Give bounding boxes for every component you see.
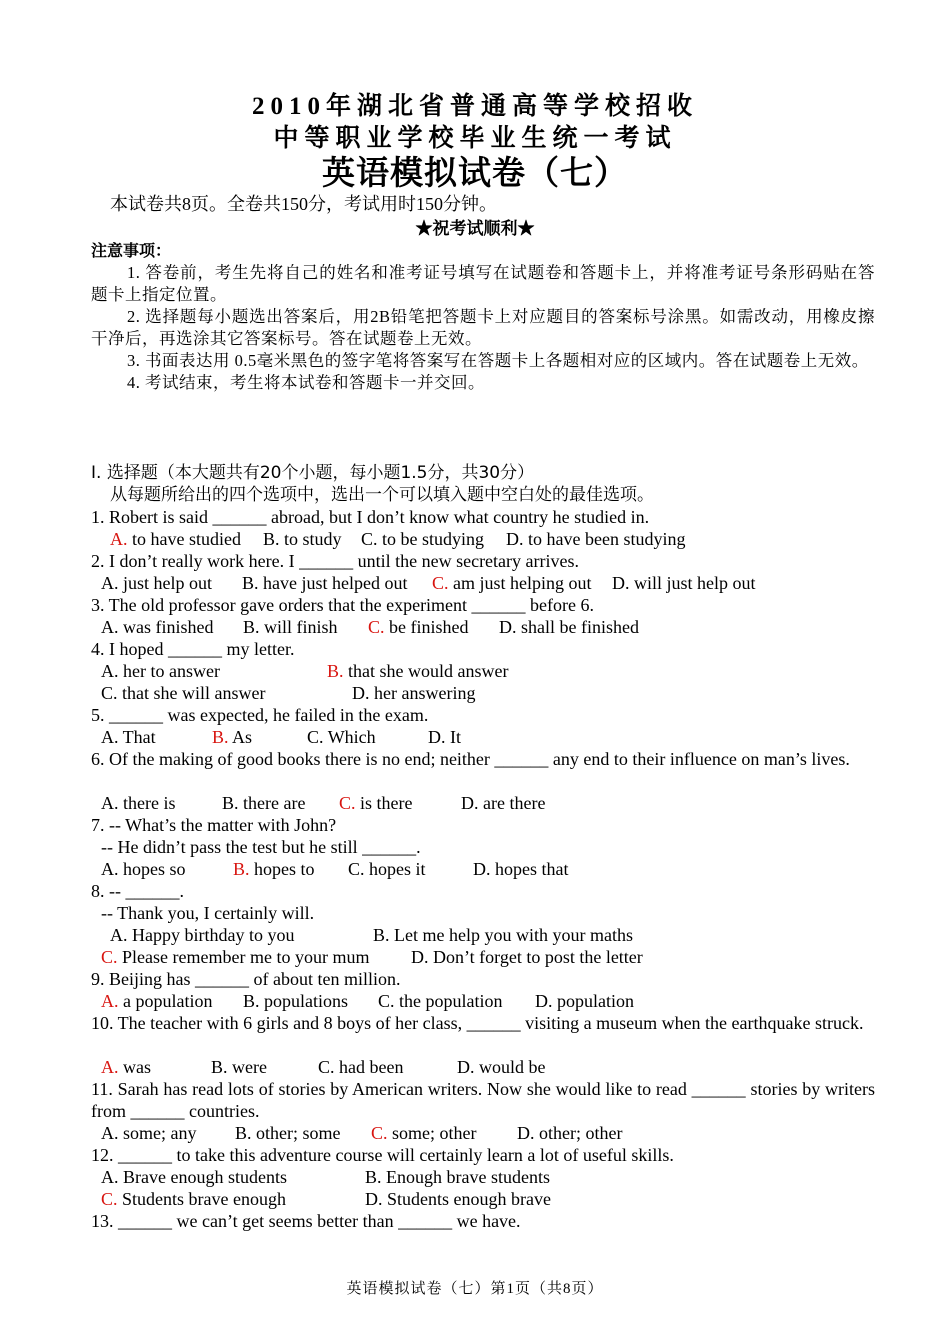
option: [101, 1122, 197, 1144]
option: [373, 924, 633, 946]
option: [101, 682, 265, 704]
option-letter: D.: [428, 727, 446, 747]
question-stem: 11. Sarah has read lots of stories by American writers. Now she would like to read ______ stories by writers from ______ countries.: [91, 1079, 875, 1121]
option-text: that she will answer: [117, 683, 266, 703]
option: [243, 990, 348, 1012]
option-text: will just help out: [629, 573, 756, 593]
option-letter: B.: [263, 529, 280, 549]
option-text: was finished: [118, 617, 214, 637]
option: [371, 1122, 477, 1144]
option: [352, 682, 475, 704]
option: [263, 528, 342, 550]
option-letter: A.: [101, 1167, 119, 1187]
option-letter: A.: [101, 859, 119, 879]
option-letter: D.: [535, 991, 553, 1011]
option-text: Don’t forget to post the letter: [428, 947, 643, 967]
option-text: Students brave enough: [117, 1189, 286, 1209]
option: [222, 792, 305, 814]
option: [101, 572, 212, 594]
question-stem: 3. The old professor gave orders that the experiment ______ before 6.: [91, 595, 595, 615]
option-row: [91, 660, 875, 682]
question-stem: 9. Beijing has ______ of about ten million.: [91, 969, 401, 989]
option-text: It: [445, 727, 461, 747]
option-text: to be studying: [377, 529, 485, 549]
option: [101, 990, 212, 1012]
option-text: just help out: [118, 573, 212, 593]
option-row: [91, 726, 875, 748]
option-text: to study: [279, 529, 342, 549]
option-text: Enough brave students: [381, 1167, 550, 1187]
option-row: [91, 792, 875, 814]
option-letter: C.: [432, 573, 449, 593]
option-text: her to answer: [118, 661, 220, 681]
section-instruction: 从每题所给出的四个选项中，选出一个可以填入题中空白处的最佳选项。: [110, 485, 654, 505]
question-stem: 13. ______ we can’t get seems better than ______ we have.: [91, 1211, 521, 1231]
option-letter: A.: [101, 617, 119, 637]
option: [378, 990, 503, 1012]
option-letter: B.: [242, 573, 259, 593]
option: [101, 858, 186, 880]
option-text: am just helping out: [448, 573, 592, 593]
option-letter: C.: [368, 617, 385, 637]
question-stem: 2. I don’t really work here. I ______ until the new secretary arrives.: [91, 551, 580, 571]
option-letter: B.: [211, 1057, 228, 1077]
option: [339, 792, 413, 814]
question-stem: 4. I hoped ______ my letter.: [91, 639, 295, 659]
option-text: her answering: [369, 683, 476, 703]
option-letter: D.: [506, 529, 524, 549]
option-row: [91, 682, 875, 704]
option: [101, 660, 220, 682]
option-letter: C.: [371, 1123, 388, 1143]
option: [499, 616, 639, 638]
option-letter: B.: [222, 793, 239, 813]
option-letter: D.: [612, 573, 630, 593]
option-letter: D.: [473, 859, 491, 879]
option-row: [91, 990, 875, 1012]
question-stem: 6. Of the making of good books there is no end; neither ______ any end to their influence on man’s lives.: [91, 749, 850, 769]
option: [211, 1056, 267, 1078]
option-letter: B.: [212, 727, 229, 747]
option: [348, 858, 426, 880]
option-letter: A.: [101, 661, 119, 681]
option-letter: A.: [101, 727, 119, 747]
option-letter: D.: [352, 683, 370, 703]
option-letter: B.: [235, 1123, 252, 1143]
option-letter: B.: [365, 1167, 382, 1187]
option-letter: D.: [411, 947, 429, 967]
option-row: [91, 616, 875, 638]
option: [612, 572, 756, 594]
option: [368, 616, 469, 638]
option-text: were: [227, 1057, 267, 1077]
option-letter: C.: [101, 947, 118, 967]
option-letter: A.: [101, 1057, 119, 1077]
section-header: [91, 462, 875, 506]
option-row: [91, 1188, 875, 1210]
option-letter: B.: [327, 661, 344, 681]
option-letter: C.: [361, 529, 378, 549]
good-luck-line: ★祝考试顺利★: [415, 219, 535, 238]
option-text: hopes that: [490, 859, 569, 879]
note-item: 2. 选择题每小题选出答案后，用2B铅笔把答题卡上对应题目的答案标号涂黑。如需改动，用橡皮擦干净后，再选涂其它答案标号。答在试题卷上无效。: [91, 307, 875, 348]
option-letter: A.: [101, 793, 119, 813]
option-text: would be: [474, 1057, 546, 1077]
option-row: [91, 1122, 875, 1144]
option-text: there are: [238, 793, 306, 813]
option: [318, 1056, 403, 1078]
option: [461, 792, 545, 814]
question-stem-line2: -- He didn’t pass the test but he still ______.: [101, 837, 421, 857]
option-letter: B.: [243, 617, 260, 637]
option-text: some; other: [387, 1123, 477, 1143]
option: [101, 616, 213, 638]
option: [517, 1122, 622, 1144]
option: [235, 1122, 341, 1144]
section-title: I. 选择题（本大题共有20个小题，每小题1.5分，共30分）: [91, 463, 535, 483]
option: [428, 726, 461, 748]
option-text: hopes to: [249, 859, 315, 879]
option-row: [91, 528, 875, 550]
option: [110, 528, 241, 550]
exam-title-line1: 2010年湖北省普通高等学校招收: [251, 93, 698, 120]
option-letter: B.: [233, 859, 250, 879]
option-letter: C.: [378, 991, 395, 1011]
option-text: hopes it: [364, 859, 426, 879]
option-letter: C.: [101, 1189, 118, 1209]
option: [101, 792, 175, 814]
option: [243, 616, 338, 638]
option-letter: B.: [373, 925, 390, 945]
option-text: to have been studying: [523, 529, 686, 549]
option-text: Which: [323, 727, 376, 747]
option-row: [91, 572, 875, 594]
notes-block: [91, 240, 875, 394]
option-text: hopes so: [118, 859, 186, 879]
option-text: some; any: [118, 1123, 197, 1143]
option-text: Brave enough students: [118, 1167, 287, 1187]
option-text: That: [118, 727, 156, 747]
option-text: population: [552, 991, 634, 1011]
option: [361, 528, 484, 550]
option-letter: D.: [457, 1057, 475, 1077]
question-list: [91, 506, 875, 1232]
option: [411, 946, 643, 968]
option: [101, 946, 369, 968]
exam-title-line3: 英语模拟试卷（七）: [322, 156, 628, 192]
option-text: shall be finished: [516, 617, 639, 637]
option-letter: A.: [110, 529, 128, 549]
option-text: that she would answer: [343, 661, 509, 681]
note-item: 3. 书面表达用 0.5毫米黑色的签字笔将答案写在答题卡上各题相对应的区域内。答在试题卷上无效。: [127, 351, 869, 370]
option-letter: A.: [101, 991, 119, 1011]
option-text: Let me help you with your maths: [389, 925, 633, 945]
option: [473, 858, 569, 880]
notes-heading: 注意事项：: [91, 241, 172, 260]
question-stem: 1. Robert is said ______ abroad, but I don’t know what country he studied in.: [91, 507, 650, 527]
option: [307, 726, 376, 748]
option-text: was: [118, 1057, 151, 1077]
option-text: are there: [478, 793, 546, 813]
exam-title-line2: 中等职业学校毕业生统一考试: [273, 125, 677, 152]
option-letter: C.: [339, 793, 356, 813]
option-text: be finished: [384, 617, 469, 637]
page-footer: 英语模拟试卷（七）第1页（共8页）: [346, 1281, 604, 1297]
option-text: Happy birthday to you: [127, 925, 295, 945]
option-letter: A.: [101, 1123, 119, 1143]
option-text: is there: [355, 793, 413, 813]
option-letter: A.: [101, 573, 119, 593]
option-text: other; some: [251, 1123, 341, 1143]
note-item: 4. 考试结束，考生将本试卷和答题卡一并交回。: [127, 373, 485, 392]
option: [365, 1188, 551, 1210]
option-letter: D.: [461, 793, 479, 813]
option-text: the population: [394, 991, 503, 1011]
option-row: [91, 858, 875, 880]
option: [242, 572, 407, 594]
question-stem: 8. -- ______.: [91, 881, 184, 901]
option-letter: C.: [318, 1057, 335, 1077]
option-letter: D.: [517, 1123, 535, 1143]
option-row: [91, 1056, 875, 1078]
option-text: Please remember me to your mum: [117, 947, 370, 967]
option: [432, 572, 592, 594]
option: [506, 528, 685, 550]
question-stem: 7. -- What’s the matter with John?: [91, 815, 337, 835]
question-stem: 12. ______ to take this adventure course will certainly learn a lot of useful skills.: [91, 1145, 674, 1165]
option-row: [91, 924, 875, 946]
option-text: there is: [118, 793, 176, 813]
option: [365, 1166, 550, 1188]
option-text: have just helped out: [258, 573, 408, 593]
option-text: populations: [259, 991, 349, 1011]
option-text: to have studied: [127, 529, 241, 549]
option-letter: D.: [365, 1189, 383, 1209]
option-text: other; other: [534, 1123, 623, 1143]
question-stem: 5. ______ was expected, he failed in the exam.: [91, 705, 429, 725]
option: [101, 726, 156, 748]
option: [212, 726, 252, 748]
option: [535, 990, 634, 1012]
option: [457, 1056, 546, 1078]
option-letter: D.: [499, 617, 517, 637]
option-text: will finish: [259, 617, 338, 637]
question-stem: 10. The teacher with 6 girls and 8 boys of her class, ______ visiting a museum when the earthquake struck.: [91, 1013, 864, 1033]
note-item: 1. 答卷前，考生先将自己的姓名和准考证号填写在试题卷和答题卡上，并将准考证号条形码贴在答题卡上指定位置。: [91, 263, 875, 304]
option-letter: B.: [243, 991, 260, 1011]
option-text: had been: [334, 1057, 404, 1077]
option: [110, 924, 294, 946]
option: [101, 1188, 286, 1210]
option-text: a population: [118, 991, 213, 1011]
option: [327, 660, 508, 682]
option-row: [91, 1166, 875, 1188]
option-row: [91, 946, 875, 968]
option-text: As: [228, 727, 253, 747]
option: [233, 858, 315, 880]
exam-intro: 本试卷共8页。全卷共150分，考试用时150分钟。: [110, 194, 497, 214]
option-letter: C.: [307, 727, 324, 747]
option-letter: C.: [101, 683, 118, 703]
option-text: Students enough brave: [382, 1189, 551, 1209]
question-stem-line2: -- Thank you, I certainly will.: [101, 903, 315, 923]
option: [101, 1166, 287, 1188]
option-letter: C.: [348, 859, 365, 879]
option-letter: A.: [110, 925, 128, 945]
option: [101, 1056, 151, 1078]
